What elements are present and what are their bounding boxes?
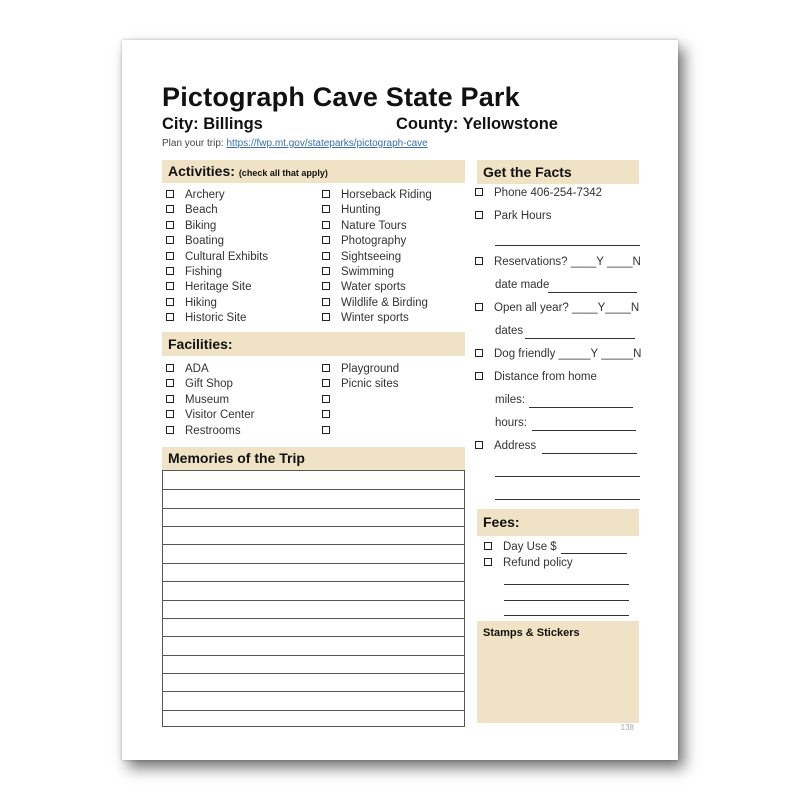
date-made-label: date made — [495, 279, 550, 291]
day-use-checkbox[interactable] — [484, 542, 492, 550]
phone-text: Phone 406-254-7342 — [494, 187, 603, 199]
memories-rule-line — [163, 691, 464, 692]
checkbox-icon[interactable] — [322, 364, 330, 372]
checklist-label: Heritage Site — [185, 281, 252, 294]
checkbox-icon[interactable] — [322, 205, 330, 213]
checklist-label: Biking — [185, 219, 217, 232]
park-hours-checkbox[interactable] — [475, 211, 483, 219]
checkbox-icon[interactable] — [322, 190, 330, 198]
checklist-label: ADA — [185, 363, 209, 375]
address-item — [475, 440, 536, 452]
activities-note: (check all that apply) — [238, 168, 328, 178]
memories-rule-line — [163, 526, 464, 527]
checkbox-icon[interactable] — [322, 267, 330, 275]
checklist-label: Horseback Riding — [341, 189, 432, 201]
refund-line-2[interactable] — [504, 600, 629, 601]
checklist-label: Restrooms — [185, 424, 241, 437]
checklist-item-fishing[interactable] — [166, 265, 268, 280]
checklist-item-boating[interactable] — [166, 234, 268, 249]
checklist-label: Archery — [185, 189, 225, 201]
checklist-item-photography[interactable] — [322, 234, 432, 249]
checklist-item-museum[interactable] — [166, 393, 254, 408]
checklist-item-archery[interactable] — [166, 188, 268, 203]
facilities-column-1 — [166, 362, 254, 439]
dog-friendly-item — [475, 348, 641, 360]
checkbox-icon[interactable] — [166, 379, 174, 387]
checkbox-icon[interactable] — [322, 313, 330, 321]
checklist-item-visitor-center[interactable] — [166, 408, 254, 423]
activities-column-2 — [322, 188, 432, 327]
checkbox-icon[interactable] — [322, 426, 330, 434]
open-all-year-checkbox[interactable] — [475, 303, 483, 311]
distance-checkbox[interactable] — [475, 372, 483, 380]
phone-checkbox[interactable] — [475, 188, 483, 196]
reservations-text: Reservations? ____Y ____N — [494, 256, 641, 268]
checkbox-icon[interactable] — [166, 298, 174, 306]
plan-trip-line — [162, 138, 428, 149]
memories-rule-line — [163, 600, 464, 601]
activities-heading: Activities: — [168, 163, 235, 179]
checklist-label: Nature Tours — [341, 219, 407, 232]
checklist-item-beach[interactable] — [166, 203, 268, 218]
memories-rule-line — [163, 581, 464, 582]
distance-item — [475, 371, 597, 383]
memories-rule-line — [163, 710, 464, 711]
checklist-item-wildlife-and-birding[interactable] — [322, 296, 432, 311]
address-line-1[interactable] — [542, 453, 637, 454]
facts-heading: Get the Facts — [483, 164, 572, 180]
checkbox-icon[interactable] — [166, 221, 174, 229]
reservations-item — [475, 256, 641, 268]
checklist-label: Hiking — [185, 296, 217, 309]
refund-line-1[interactable] — [504, 584, 629, 585]
city-label: City: Billings — [162, 115, 263, 133]
address-line-2[interactable] — [495, 476, 640, 477]
checkbox-icon[interactable] — [166, 426, 174, 434]
hours-line[interactable] — [532, 430, 636, 431]
checkbox-icon[interactable] — [322, 221, 330, 229]
plan-label: Plan your trip: — [162, 138, 227, 149]
day-use-line[interactable] — [561, 553, 627, 554]
page-number: 138 — [620, 723, 634, 732]
refund-checkbox[interactable] — [484, 558, 492, 566]
memories-rule-line — [163, 673, 464, 674]
checklist-label: Swimming — [341, 265, 395, 278]
memories-rule-line — [163, 618, 464, 619]
memories-rule-line — [163, 563, 464, 564]
checklist-label: Hunting — [341, 204, 381, 217]
dates-label: dates — [495, 325, 524, 337]
memories-writing-area[interactable] — [162, 470, 465, 727]
facilities-column-2 — [322, 362, 399, 439]
fees-header — [477, 509, 639, 536]
page-title: Pictograph Cave State Park — [162, 82, 520, 112]
park-hours-line[interactable] — [495, 245, 640, 246]
checkbox-icon[interactable] — [322, 298, 330, 306]
facts-header — [477, 160, 639, 184]
checklist-item-hiking[interactable] — [166, 296, 268, 311]
stamps-heading: Stamps & Stickers — [483, 627, 580, 639]
memories-header — [162, 447, 465, 470]
checklist-label: Sightseeing — [341, 250, 402, 263]
checklist-label: Wildlife & Birding — [341, 296, 428, 309]
memories-rule-line — [163, 544, 464, 545]
dog-friendly-checkbox[interactable] — [475, 349, 483, 357]
checklist-item-hunting[interactable] — [322, 203, 432, 218]
checklist-item-picnic-sites[interactable] — [322, 377, 399, 392]
checkbox-icon[interactable] — [166, 190, 174, 198]
checklist-label: Cultural Exhibits — [185, 250, 269, 263]
checklist-label: Beach — [185, 204, 218, 217]
checkbox-icon[interactable] — [322, 236, 330, 244]
checkbox-icon[interactable] — [166, 410, 174, 418]
dog-friendly-text: Dog friendly _____Y _____N — [494, 348, 642, 360]
checklist-label: Picnic sites — [341, 378, 399, 391]
checkbox-icon[interactable] — [322, 395, 330, 403]
miles-line[interactable] — [529, 407, 633, 408]
checkbox-icon[interactable] — [166, 205, 174, 213]
checkbox-icon[interactable] — [322, 379, 330, 387]
checkbox-icon[interactable] — [166, 395, 174, 403]
checklist-item-nature-tours[interactable] — [322, 219, 432, 234]
address-line-3[interactable] — [495, 499, 640, 500]
checkbox-icon[interactable] — [322, 410, 330, 418]
checklist-item-gift-shop[interactable] — [166, 377, 254, 392]
checklist-item-water-sports[interactable] — [322, 280, 432, 295]
checkbox-icon[interactable] — [166, 313, 174, 321]
checklist-label: Water sports — [341, 281, 406, 294]
checklist-label: Boating — [185, 235, 225, 248]
checklist-item-heritage-site[interactable] — [166, 280, 268, 295]
checklist-label: Winter sports — [341, 312, 409, 325]
dates-line[interactable] — [525, 338, 635, 339]
checklist-item-winter-sports[interactable] — [322, 311, 432, 326]
checklist-item-blank-3[interactable] — [322, 408, 399, 423]
day-use-item — [484, 541, 557, 553]
address-checkbox[interactable] — [475, 441, 483, 449]
checklist-item-playground[interactable] — [322, 362, 399, 377]
park-hours-item — [475, 210, 552, 222]
checklist-label: Fishing — [185, 265, 223, 278]
distance-text: Distance from home — [494, 371, 597, 383]
checklist-item-historic-site[interactable] — [166, 311, 268, 326]
park-hours-text: Park Hours — [494, 210, 552, 222]
checklist-label: Photography — [341, 235, 407, 248]
open-all-year-item — [475, 302, 639, 314]
refund-line-3[interactable] — [504, 615, 629, 616]
reservations-checkbox[interactable] — [475, 257, 483, 265]
checklist-item-blank-2[interactable] — [322, 393, 399, 408]
open-all-year-text: Open all year? ____Y____N — [494, 302, 640, 314]
refund-text: Refund policy — [503, 557, 573, 569]
checklist-label: Playground — [341, 363, 400, 375]
checkbox-icon[interactable] — [166, 364, 174, 372]
checkbox-icon[interactable] — [166, 236, 174, 244]
checklist-item-horseback-riding[interactable] — [322, 188, 432, 203]
park-website-link[interactable]: https://fwp.mt.gov/stateparks/pictograph-cave — [226, 138, 428, 149]
checklist-label: Museum — [185, 393, 230, 406]
checkbox-icon[interactable] — [166, 252, 174, 260]
day-use-text: Day Use $ — [503, 541, 557, 553]
memories-rule-line — [163, 489, 464, 490]
facilities-header — [162, 332, 465, 356]
address-text: Address — [494, 440, 537, 452]
stamps-box[interactable] — [477, 621, 639, 723]
activities-header — [162, 160, 465, 183]
date-made-line[interactable] — [548, 292, 637, 293]
checklist-item-restrooms[interactable] — [166, 424, 254, 439]
worksheet-page — [122, 40, 678, 760]
checklist-label: Gift Shop — [185, 378, 233, 391]
facilities-heading: Facilities: — [168, 336, 233, 352]
memories-rule-line — [163, 636, 464, 637]
memories-rule-line — [163, 655, 464, 656]
county-label: County: Yellowstone — [396, 115, 558, 133]
refund-item — [484, 557, 573, 569]
checklist-item-biking[interactable] — [166, 219, 268, 234]
checklist-item-sightseeing[interactable] — [322, 250, 432, 265]
checkbox-icon[interactable] — [322, 282, 330, 290]
memories-rule-line — [163, 508, 464, 509]
checkbox-icon[interactable] — [322, 252, 330, 260]
activities-column-1 — [166, 188, 268, 327]
phone-item — [475, 187, 602, 199]
checkbox-icon[interactable] — [166, 267, 174, 275]
checkbox-icon[interactable] — [166, 282, 174, 290]
checklist-item-blank-4[interactable] — [322, 424, 399, 439]
hours-label: hours: — [495, 417, 527, 429]
memories-heading: Memories of the Trip — [168, 450, 305, 466]
checklist-label: Historic Site — [185, 312, 247, 325]
checklist-label: Visitor Center — [185, 409, 255, 422]
checklist-item-ada[interactable] — [166, 362, 254, 377]
miles-label: miles: — [495, 394, 526, 406]
checklist-item-cultural-exhibits[interactable] — [166, 250, 268, 265]
fees-heading: Fees: — [483, 514, 520, 530]
checklist-item-swimming[interactable] — [322, 265, 432, 280]
